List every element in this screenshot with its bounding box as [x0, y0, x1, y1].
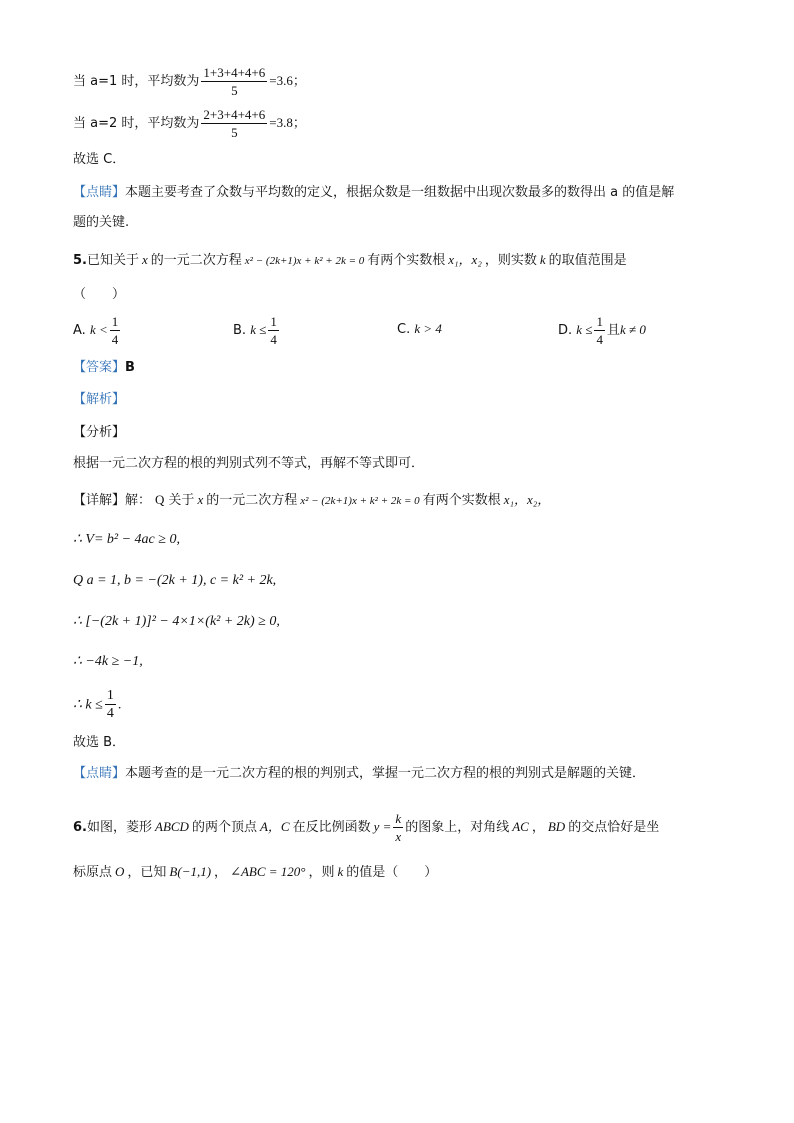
option-b[interactable]: B. k ≤ $\frac{1}{4}$ [233, 314, 277, 347]
mean-prefix: 当 a=2 时，平均数为 [73, 116, 200, 131]
mean-result: =3.8； [269, 115, 306, 130]
option-a[interactable]: A. k < $\frac{1}{4}$ [73, 314, 119, 347]
step-substitute: ∴ [−(2k + 1)]² − 4×1×(k² + 2k) ≥ 0, [73, 614, 280, 629]
comment-5: 【点睛】本题考查的是一元二次方程的根的判别式，掌握一元二次方程的根的判别式是解题的关键． [73, 766, 646, 781]
detail-line: 【详解】解： Q 关于 x 的一元二次方程 x² − (2k+1)x + k² + 2k = 0 有两个实数根 x₁，x₂， [73, 492, 551, 508]
comment-4-cont: 题的关键. [73, 215, 130, 230]
inverse-function: $\frac{k}{x}$ [395, 811, 402, 844]
fenxi-text: 根据一元二次方程的根的判别式列不等式，再解不等式即可． [73, 456, 425, 471]
answer-line [73, 358, 135, 378]
quadratic-equation: x² − (2k+1)x + k² + 2k = 0 [244, 255, 365, 267]
mean-prefix: 当 a=1 时，平均数为 [73, 74, 200, 89]
choose-c: 故选 C． [73, 152, 126, 167]
question-number: 6. [73, 820, 87, 835]
comment-4: 【点睛】本题主要考查了众数与平均数的定义，根据众数是一组数据中出现次数最多的数得出 a 的值是解 [73, 185, 675, 200]
comment-tag: 【点睛】 [73, 766, 126, 781]
analysis-heading: 【解析】 [73, 392, 126, 407]
option-c[interactable]: C. k > 4 [397, 321, 442, 337]
detail-tag: 【详解】 [73, 493, 126, 508]
question-5-stem: 5.已知关于 x 的一元二次方程 x² − (2k+1)x + k² + 2k = 0 有两个实数根 x₁，x₂ ，则实数 k 的取值范围是 [73, 252, 627, 268]
question-6-stem: 6.如图，菱形 ABCD 的两个顶点 A，C 在反比例函数 y = $\frac{k}{x}$ 的图象上，对角线 AC ， BD 的交点恰好是坐 [73, 811, 660, 844]
option-d[interactable]: D. k ≤ $\frac{1}{4}$ 且k ≠ 0 [558, 314, 646, 347]
question-5-paren: （ ） [73, 287, 126, 302]
choose-b: 故选 B． [73, 735, 126, 750]
step-coefficients: Q a = 1, b = −(2k + 1), c = k² + 2k, [73, 573, 277, 588]
question-6-stem-cont: 标原点 O ，已知 B(−1,1) ， ∠ABC = 120° ，则 k 的值是（ ） [73, 864, 438, 880]
answer-value: B [125, 360, 135, 375]
answer-tag: 【答案】 [73, 360, 126, 375]
question-number: 5. [73, 253, 87, 268]
fenxi-heading: 【分析】 [73, 425, 126, 440]
mean-line-a2 [73, 106, 306, 141]
mean-fraction: $\frac{1+3+4+4+6}{5}$ [203, 65, 266, 98]
mean-line-a1 [73, 64, 306, 99]
mean-fraction: $\frac{2+3+4+4+6}{5}$ [203, 107, 266, 140]
mean-result: =3.6； [269, 73, 306, 88]
step-simplify: ∴ −4k ≥ −1, [73, 654, 143, 669]
step-discriminant: ∴ V= b² − 4ac ≥ 0, [73, 532, 180, 547]
comment-tag: 【点睛】 [73, 185, 126, 200]
step-result: ∴ k ≤ $\frac{1}{4}$ . [73, 688, 122, 721]
